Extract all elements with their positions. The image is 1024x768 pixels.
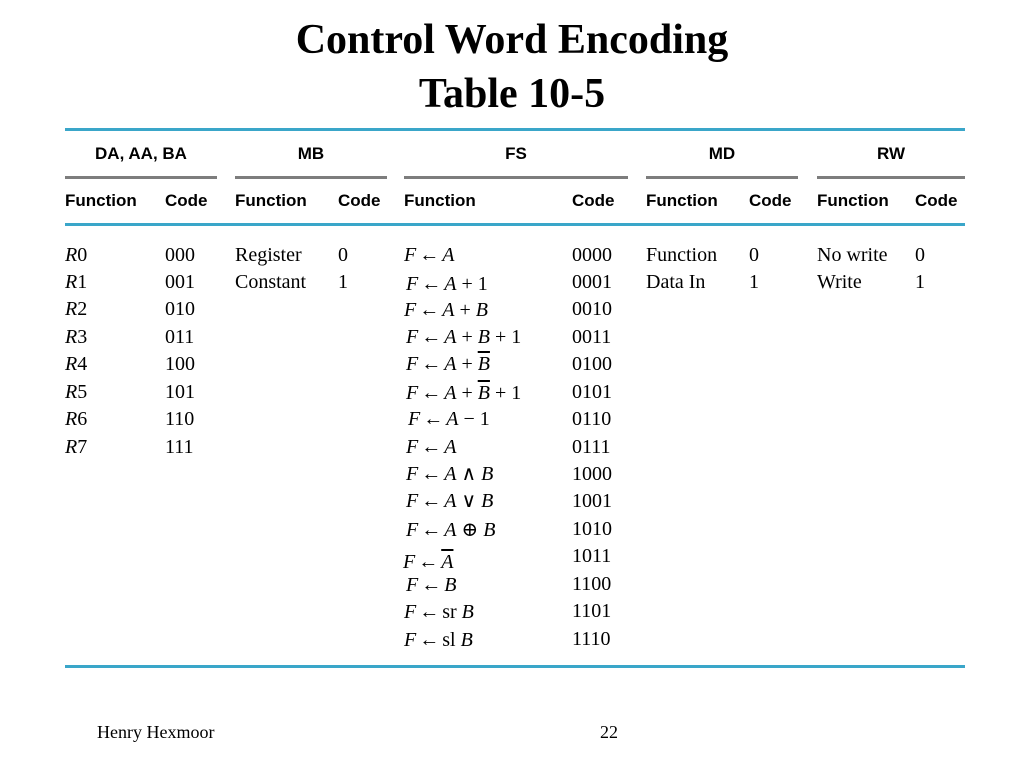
fs-function: F ← sl B — [404, 629, 473, 651]
page-number: 22 — [600, 722, 618, 742]
mb-code: 1 — [338, 271, 348, 293]
footer-author: Henry Hexmoor — [97, 722, 215, 742]
fs-code: 1110 — [572, 628, 611, 650]
mb-function: Constant — [235, 271, 307, 293]
fs-function: F ← sr B — [404, 601, 474, 623]
fs-code: 1010 — [572, 518, 612, 540]
fs-function: F ← $\overline{A}$ — [403, 551, 454, 573]
register-function: R7 — [65, 436, 88, 458]
fs-code: 0111 — [572, 436, 611, 458]
register-function: R4 — [65, 353, 88, 375]
col-header-function: Function — [646, 191, 718, 210]
page-title: Control Word Encoding — [295, 17, 729, 63]
fs-code: 1000 — [572, 463, 612, 485]
col-header-code: Code — [572, 191, 615, 210]
mb-function: Register — [235, 244, 302, 266]
register-code: 010 — [165, 298, 195, 320]
col-header-function: Function — [65, 191, 137, 210]
fs-code: 1101 — [572, 600, 612, 622]
register-function: R0 — [65, 244, 88, 266]
fs-function: F ← $A + \overline{B} + 1$ — [406, 382, 522, 404]
md-function: Data In — [646, 271, 706, 293]
header-bottom-rule — [65, 223, 965, 226]
group-rule-fs — [404, 176, 628, 179]
register-function: R5 — [65, 381, 88, 403]
fs-function: F ← B — [406, 574, 457, 596]
page-subtitle: Table 10-5 — [418, 71, 606, 117]
md-code: 1 — [749, 271, 759, 293]
group-rule-md — [646, 176, 798, 179]
fs-code: 0011 — [572, 326, 612, 348]
register-code: 011 — [165, 326, 195, 348]
group-rule-mb — [235, 176, 387, 179]
register-code: 111 — [165, 436, 194, 458]
fs-code: 0010 — [572, 298, 612, 320]
register-function: R6 — [65, 408, 88, 430]
fs-function: F ← A ∨ B — [406, 490, 494, 512]
group-rule-rw — [817, 176, 965, 179]
fs-code: 0110 — [572, 408, 612, 430]
rw-code: 1 — [915, 271, 925, 293]
fs-code: 1011 — [572, 545, 612, 567]
rw-function: No write — [817, 244, 888, 266]
fs-code: 0101 — [572, 381, 612, 403]
fs-code: 0100 — [572, 353, 612, 375]
register-function: R1 — [65, 271, 88, 293]
fs-code: 1100 — [572, 573, 612, 595]
col-header-code: Code — [915, 191, 958, 210]
col-header-code: Code — [749, 191, 792, 210]
fs-function: F ← A — [406, 436, 457, 458]
register-code: 001 — [165, 271, 195, 293]
rw-code: 0 — [915, 244, 925, 266]
fs-function: F ← A — [404, 244, 455, 266]
group-header-mb: MB — [297, 144, 325, 163]
col-header-function: Function — [235, 191, 307, 210]
group-header-rw: RW — [876, 144, 905, 163]
table-top-rule — [65, 128, 965, 131]
register-code: 101 — [165, 381, 195, 403]
col-header-code: Code — [338, 191, 381, 210]
fs-code: 0000 — [572, 244, 612, 266]
md-code: 0 — [749, 244, 759, 266]
register-code: 110 — [165, 408, 195, 430]
group-header-da-aa-ba: DA, AA, BA — [95, 144, 187, 163]
fs-function: F ← $A + \overline{B}$ — [406, 353, 490, 375]
fs-function: F ← A − 1 — [408, 408, 490, 430]
table-bottom-rule — [65, 665, 965, 668]
md-function: Function — [646, 244, 718, 266]
register-function: R3 — [65, 326, 88, 348]
col-header-function: Function — [817, 191, 889, 210]
group-header-md: MD — [708, 144, 736, 163]
fs-code: 0001 — [572, 271, 612, 293]
fs-function: F ← A + B + 1 — [406, 326, 522, 348]
col-header-code: Code — [165, 191, 208, 210]
register-function: R2 — [65, 298, 88, 320]
fs-function: F ← A ⊕ B — [406, 519, 496, 541]
register-code: 000 — [165, 244, 195, 266]
col-header-function: Function — [404, 191, 476, 210]
fs-function: F ← A + B — [404, 299, 488, 321]
register-code: 100 — [165, 353, 195, 375]
fs-function: F ← A + 1 — [406, 273, 488, 295]
fs-code: 1001 — [572, 490, 612, 512]
group-rule-da-aa-ba — [65, 176, 217, 179]
group-header-fs: FS — [505, 144, 527, 163]
fs-function: F ← A ∧ B — [406, 463, 494, 485]
rw-function: Write — [817, 271, 862, 293]
mb-code: 0 — [338, 244, 348, 266]
